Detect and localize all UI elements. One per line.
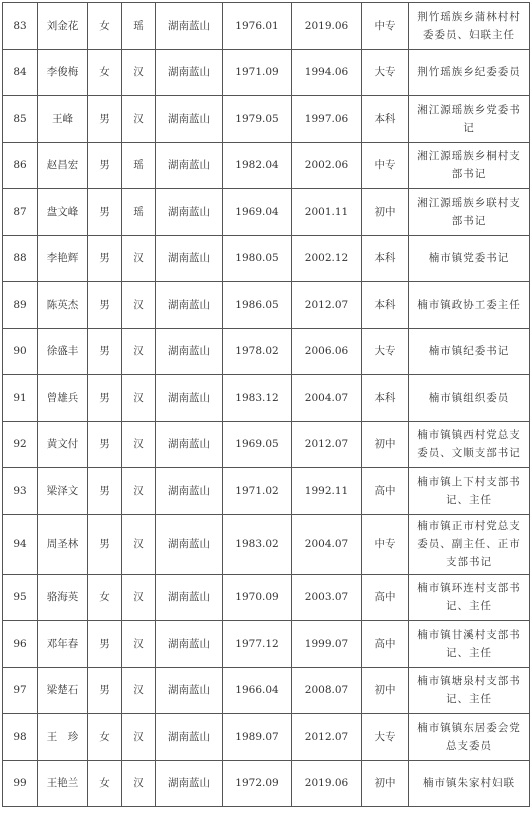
work-start-date-cell: 1992.11 (292, 468, 362, 515)
position-cell: 楠市镇政协工委主任 (409, 282, 530, 329)
education-cell: 本科 (362, 235, 409, 282)
table-row (3, 142, 530, 189)
ethnicity-cell: 汉 (122, 96, 156, 143)
work-start-date-cell: 1999.07 (292, 621, 362, 668)
row-number-cell: 90 (3, 328, 38, 375)
table-row (3, 468, 530, 515)
person-name-cell: 梁泽文 (38, 468, 88, 515)
ethnicity-cell: 汉 (122, 49, 156, 96)
ethnicity-cell: 汉 (122, 574, 156, 621)
education-cell: 本科 (362, 96, 409, 143)
person-name-cell: 刘金花 (38, 3, 88, 50)
ethnicity-cell: 汉 (122, 514, 156, 574)
gender-cell: 女 (88, 3, 122, 50)
origin-cell: 湖南蓝山 (156, 3, 223, 50)
table-row (3, 282, 530, 329)
birth-date-cell: 1989.07 (223, 714, 292, 761)
ethnicity-cell: 汉 (122, 760, 156, 807)
row-number-cell: 86 (3, 142, 38, 189)
origin-cell: 湖南蓝山 (156, 760, 223, 807)
birth-date-cell: 1978.02 (223, 328, 292, 375)
gender-cell: 男 (88, 235, 122, 282)
education-cell: 初中 (362, 667, 409, 714)
table-row (3, 3, 530, 50)
table-row (3, 49, 530, 96)
ethnicity-cell: 汉 (122, 667, 156, 714)
gender-cell: 女 (88, 714, 122, 761)
education-cell: 大专 (362, 714, 409, 761)
document-page (2, 2, 530, 807)
work-start-date-cell: 2002.12 (292, 235, 362, 282)
education-cell: 本科 (362, 282, 409, 329)
education-cell: 初中 (362, 189, 409, 236)
education-cell: 中专 (362, 142, 409, 189)
row-number-cell: 96 (3, 621, 38, 668)
ethnicity-cell: 汉 (122, 621, 156, 668)
row-number-cell: 99 (3, 760, 38, 807)
birth-date-cell: 1971.09 (223, 49, 292, 96)
person-name-cell: 黄文付 (38, 421, 88, 468)
table-row (3, 96, 530, 143)
ethnicity-cell: 汉 (122, 714, 156, 761)
work-start-date-cell: 2019.06 (292, 3, 362, 50)
table-body (3, 3, 530, 807)
birth-date-cell: 1969.04 (223, 189, 292, 236)
person-name-cell: 骆海英 (38, 574, 88, 621)
work-start-date-cell: 2012.07 (292, 282, 362, 329)
person-name-cell: 王 珍 (38, 714, 88, 761)
gender-cell: 男 (88, 142, 122, 189)
position-cell: 湘江源瑶族乡联村支部书记 (409, 189, 530, 236)
work-start-date-cell: 1994.06 (292, 49, 362, 96)
education-cell: 高中 (362, 574, 409, 621)
person-name-cell: 王艳兰 (38, 760, 88, 807)
position-cell: 楠市镇纪委书记 (409, 328, 530, 375)
position-cell: 湘江源瑶族乡桐村支部书记 (409, 142, 530, 189)
position-cell: 楠市镇甘溪村支部书记、主任 (409, 621, 530, 668)
row-number-cell: 87 (3, 189, 38, 236)
table-row (3, 621, 530, 668)
work-start-date-cell: 2004.07 (292, 375, 362, 422)
origin-cell: 湖南蓝山 (156, 49, 223, 96)
gender-cell: 男 (88, 96, 122, 143)
ethnicity-cell: 汉 (122, 468, 156, 515)
table-row (3, 189, 530, 236)
education-cell: 大专 (362, 328, 409, 375)
origin-cell: 湖南蓝山 (156, 714, 223, 761)
work-start-date-cell: 2001.11 (292, 189, 362, 236)
origin-cell: 湖南蓝山 (156, 514, 223, 574)
ethnicity-cell: 汉 (122, 421, 156, 468)
education-cell: 高中 (362, 468, 409, 515)
table-row (3, 714, 530, 761)
position-cell: 楠市镇上下村支部书记、主任 (409, 468, 530, 515)
position-cell: 楠市镇正市村党总支委员、副主任、正市支部书记 (409, 514, 530, 574)
person-name-cell: 梁楚石 (38, 667, 88, 714)
table-row (3, 328, 530, 375)
birth-date-cell: 1979.05 (223, 96, 292, 143)
person-name-cell: 曾雄兵 (38, 375, 88, 422)
row-number-cell: 91 (3, 375, 38, 422)
personnel-table (2, 2, 530, 807)
gender-cell: 男 (88, 421, 122, 468)
row-number-cell: 89 (3, 282, 38, 329)
position-cell: 荆竹瑶族乡蒲林村村委委员、妇联主任 (409, 3, 530, 50)
education-cell: 高中 (362, 621, 409, 668)
birth-date-cell: 1982.04 (223, 142, 292, 189)
row-number-cell: 88 (3, 235, 38, 282)
work-start-date-cell: 2006.06 (292, 328, 362, 375)
birth-date-cell: 1972.09 (223, 760, 292, 807)
gender-cell: 男 (88, 667, 122, 714)
birth-date-cell: 1977.12 (223, 621, 292, 668)
row-number-cell: 93 (3, 468, 38, 515)
person-name-cell: 盘文峰 (38, 189, 88, 236)
table-row (3, 514, 530, 574)
ethnicity-cell: 汉 (122, 235, 156, 282)
gender-cell: 女 (88, 574, 122, 621)
origin-cell: 湖南蓝山 (156, 421, 223, 468)
origin-cell: 湖南蓝山 (156, 282, 223, 329)
position-cell: 楠市镇镇东居委会党总支委员 (409, 714, 530, 761)
work-start-date-cell: 2002.06 (292, 142, 362, 189)
row-number-cell: 98 (3, 714, 38, 761)
row-number-cell: 97 (3, 667, 38, 714)
gender-cell: 男 (88, 375, 122, 422)
ethnicity-cell: 瑶 (122, 3, 156, 50)
origin-cell: 湖南蓝山 (156, 189, 223, 236)
origin-cell: 湖南蓝山 (156, 667, 223, 714)
work-start-date-cell: 2003.07 (292, 574, 362, 621)
work-start-date-cell: 2008.07 (292, 667, 362, 714)
ethnicity-cell: 瑶 (122, 189, 156, 236)
origin-cell: 湖南蓝山 (156, 142, 223, 189)
position-cell: 湘江源瑶族乡党委书记 (409, 96, 530, 143)
table-row (3, 421, 530, 468)
gender-cell: 男 (88, 621, 122, 668)
person-name-cell: 周圣林 (38, 514, 88, 574)
gender-cell: 男 (88, 514, 122, 574)
gender-cell: 男 (88, 468, 122, 515)
table-row (3, 235, 530, 282)
gender-cell: 女 (88, 49, 122, 96)
birth-date-cell: 1971.02 (223, 468, 292, 515)
table-row (3, 760, 530, 807)
person-name-cell: 邓年春 (38, 621, 88, 668)
education-cell: 本科 (362, 375, 409, 422)
ethnicity-cell: 汉 (122, 328, 156, 375)
person-name-cell: 陈英杰 (38, 282, 88, 329)
row-number-cell: 85 (3, 96, 38, 143)
table-row (3, 375, 530, 422)
origin-cell: 湖南蓝山 (156, 621, 223, 668)
person-name-cell: 王峰 (38, 96, 88, 143)
work-start-date-cell: 2004.07 (292, 514, 362, 574)
birth-date-cell: 1986.05 (223, 282, 292, 329)
table-row (3, 667, 530, 714)
work-start-date-cell: 2012.07 (292, 421, 362, 468)
education-cell: 中专 (362, 514, 409, 574)
gender-cell: 女 (88, 760, 122, 807)
position-cell: 楠市镇党委书记 (409, 235, 530, 282)
origin-cell: 湖南蓝山 (156, 96, 223, 143)
origin-cell: 湖南蓝山 (156, 328, 223, 375)
work-start-date-cell: 1997.06 (292, 96, 362, 143)
birth-date-cell: 1983.02 (223, 514, 292, 574)
work-start-date-cell: 2012.07 (292, 714, 362, 761)
origin-cell: 湖南蓝山 (156, 375, 223, 422)
person-name-cell: 李俊梅 (38, 49, 88, 96)
person-name-cell: 赵昌宏 (38, 142, 88, 189)
birth-date-cell: 1976.01 (223, 3, 292, 50)
origin-cell: 湖南蓝山 (156, 235, 223, 282)
education-cell: 初中 (362, 421, 409, 468)
position-cell: 楠市镇镇西村党总支委员、文顺支部书记 (409, 421, 530, 468)
person-name-cell: 徐盛丰 (38, 328, 88, 375)
position-cell: 荆竹瑶族乡纪委委员 (409, 49, 530, 96)
origin-cell: 湖南蓝山 (156, 468, 223, 515)
gender-cell: 男 (88, 189, 122, 236)
position-cell: 楠市镇朱家村妇联 (409, 760, 530, 807)
row-number-cell: 95 (3, 574, 38, 621)
row-number-cell: 94 (3, 514, 38, 574)
gender-cell: 男 (88, 328, 122, 375)
person-name-cell: 李艳辉 (38, 235, 88, 282)
ethnicity-cell: 瑶 (122, 142, 156, 189)
position-cell: 楠市镇环连村支部书记、主任 (409, 574, 530, 621)
row-number-cell: 84 (3, 49, 38, 96)
birth-date-cell: 1966.04 (223, 667, 292, 714)
birth-date-cell: 1980.05 (223, 235, 292, 282)
education-cell: 初中 (362, 760, 409, 807)
education-cell: 中专 (362, 3, 409, 50)
origin-cell: 湖南蓝山 (156, 574, 223, 621)
table-row (3, 574, 530, 621)
birth-date-cell: 1970.09 (223, 574, 292, 621)
birth-date-cell: 1983.12 (223, 375, 292, 422)
ethnicity-cell: 汉 (122, 282, 156, 329)
row-number-cell: 83 (3, 3, 38, 50)
education-cell: 大专 (362, 49, 409, 96)
gender-cell: 男 (88, 282, 122, 329)
ethnicity-cell: 汉 (122, 375, 156, 422)
position-cell: 楠市镇组织委员 (409, 375, 530, 422)
row-number-cell: 92 (3, 421, 38, 468)
work-start-date-cell: 2019.06 (292, 760, 362, 807)
birth-date-cell: 1969.05 (223, 421, 292, 468)
position-cell: 楠市镇塘泉村支部书记、主任 (409, 667, 530, 714)
